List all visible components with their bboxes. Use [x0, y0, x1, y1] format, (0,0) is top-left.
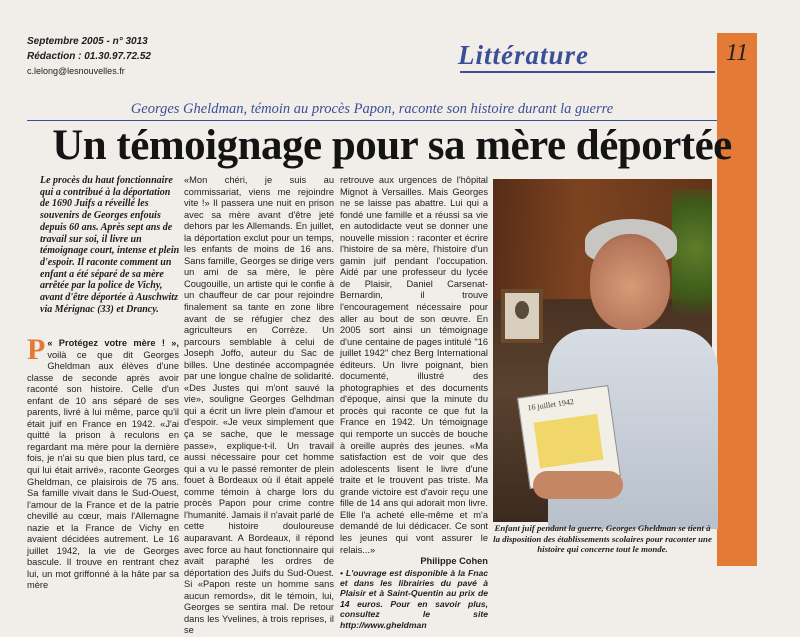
framed-face [515, 301, 529, 319]
header-meta [27, 34, 151, 79]
body-column-3 [340, 175, 488, 630]
column-2-text: «Mon chéri, je suis au commissariat, viens me rejoindre vite !» Il passera une nuit en prison avec sa mère avant d'être jeté dehors par les Allemands. En juillet, la déportation exclut pour un temps, les enfants de moins de 16 ans. Sans famille, Georges se dirige vers un ami de sa mère, le père Cougouille, un artiste qui le confie à un chauffeur de car pour rejoindre finalement sa tante en zone libre avant de se réfugier chez des agriculteurs en Corrèze. Un parcours semblable à celui de Joseph Joffo, auteur du Sac de billes. Une destinée accompagnée par une longue chaîne de solidarité. «Des Justes qui m'ont sauvé la vie», souligne Georges Gelhdman qui a écrit un livre plein d'amour et d'espoir. «Je veux simplement que ça se sache, que le message passe», explique-t-il. Un travail aussi nécessaire pour cet homme qui a vu le passé remonter de plein fouet à Bordeaux où il était appelé comme témoin à charge lors du procès Papon pour crime contre l'humanité. Jamais il n'avait parlé de cette histoire douloureuse auparavant. A Bordeaux, il répond avec force au haut fonctionnaire qui avait paraphé les ordres de déportation des Juifs du Sud-Ouest. Si «Papon reste un homme sans aucun remords», dit le témoin, lui, Georges se sentira mal. De retour dans les Yvelines, à trois reprises, il se [184, 175, 334, 636]
book-cover-yellow-panel [534, 414, 604, 468]
opening-quote: « Protégez votre mère ! », [47, 338, 179, 348]
section-rule [460, 71, 715, 73]
photo-plant [672, 189, 712, 339]
issue-date: Septembre 2005 - n° 3013 [27, 36, 148, 47]
body-column-2 [184, 175, 334, 636]
section-title: Littérature [458, 40, 589, 70]
page-tab [717, 33, 757, 566]
man-hands [533, 471, 623, 499]
drop-cap: P [27, 333, 46, 366]
article-lead: Le procès du haut fonctionnaire qui a contribué à la déportation de 1690 Juifs a réveillé les souvenirs de Georges enfouis depuis 60 ans. Après sept ans de travail sur soi, il livre un témoignage court, intense et plein d'espoir. Il raconte comment un enfant a été séparé de sa mère arrêtée par la police de Vichy, avant d'être déportée à Auschwitz via Mérignac (33) et Drancy. [40, 175, 180, 315]
contact-email: c.lelong@lesnouvelles.fr [27, 66, 125, 76]
redaction-phone: Rédaction : 01.30.97.72.52 [27, 51, 151, 62]
author-signature: Philippe Cohen [420, 556, 488, 567]
article-kicker: Georges Gheldman, témoin au procès Papon, raconte son histoire durant la guerre [130, 101, 614, 117]
book-cover-title: 16 juillet 1942 [526, 397, 575, 413]
portrait-photo [493, 179, 712, 522]
body-column-1 [27, 333, 179, 591]
framed-photo-of-mother [501, 289, 543, 343]
photo-caption: Enfant juif pendant la guerre, Georges Gheldman se tient à la disposition des établissements scolaires pour raconter une histoire qui concerne tout le monde. [493, 523, 712, 555]
column-3-text: retrouve aux urgences de l'hôpital Mignot à Versailles. Mais Georges ne se laisse pas abattre. Lui qui a fondé une famille et a réussi sa vie en autodidacte veut se donner une nouvelle mission : raconter et écrire l'histoire de sa mère, l'histoire d'un gamin juif pendant l'occupation. Aidé par une professeur du lycée de Plaisir, Daniel Carsenat-Bernardin, il trouve l'encouragement nécessaire pour aller au bout de son œuvre. En 2005 sort ainsi un témoignage d'une centaine de pages intitulé "16 juillet 1942" chez Berg International éditeurs. Un livre poignant, bien documenté, illustré des photographies et des documents d'époque, ainsi que la minute du procès qui raconte ce que fut la France en 1942. Un témoignage qui remporte un succès de bouche à oreille auprès des jeunes. «Ma satisfaction est de voir que des adolescents lisent le livre d'une traite et le trouvent pas triste. Ma grande victoire est d'avoir reçu une fille de 14 ans qui adorait mon livre. Elle l'a acheté elle-même et m'a demandé de lui dédicacer. Ce sont les jeunes qui vont assurer le relais...» [340, 175, 488, 555]
page-number: 11 [725, 40, 749, 66]
article-headline: Un témoignage pour sa mère déportée [52, 122, 732, 169]
availability-note: • L'ouvrage est disponible à la Fnac et dans les librairies du pavé à Plaisir et à Saint-Quentin au prix de 14 euros. Pour en savoir plus, consultez le site http://www.gheldman [340, 567, 488, 630]
column-1-text: voilà ce que dit Georges Gheldman aux élèves d'une classe de seconde après avoir raconté son histoire. Celle d'un enfant de 10 ans séparé de ses parents, livré à lui même, parce qu'il était juif en France en 1942. «J'ai quitté la prison à reculons en regardant ma mère pour la dernière fois, je n'ai su que bien plus tard, ce qui lui était arrivé», raconte Georges Gheldman, ce plaisirois de 75 ans. Sa famille vivait dans le Sud-Ouest, l'amour de la France et de la patrie chevillé au cœur, mais l'Allemagne nazie et la France de Vichy en avaient décidées autrement. Le 16 juillet 1942, la vie de Georges bascule. Il trouve en rentrant chez lui, un mot griffonné à la hâte par sa mère [27, 349, 179, 591]
man-face [590, 234, 670, 330]
